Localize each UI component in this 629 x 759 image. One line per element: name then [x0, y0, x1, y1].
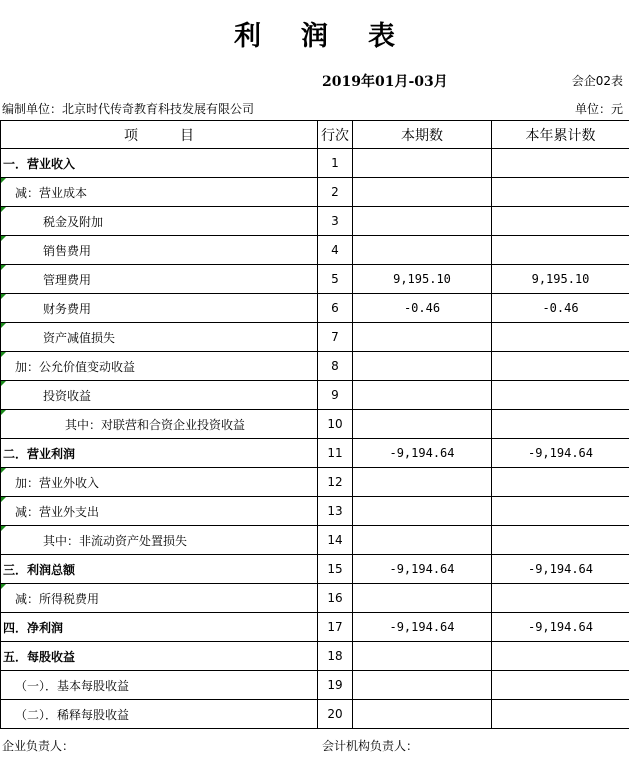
row-item-label[interactable]: 资产减值损失	[1, 323, 318, 352]
row-current-amount[interactable]	[353, 671, 492, 700]
row-item-label[interactable]: 一．营业收入	[1, 149, 318, 178]
cell-note-marker-icon	[1, 381, 6, 386]
row-ytd-amount[interactable]	[492, 410, 629, 439]
row-item-label[interactable]: 四．净利润	[1, 613, 318, 642]
row-ytd-amount[interactable]	[492, 671, 629, 700]
row-current-amount[interactable]	[353, 642, 492, 671]
row-line-number[interactable]: 6	[318, 294, 353, 323]
row-line-number[interactable]: 10	[318, 410, 353, 439]
cell-note-marker-icon	[1, 236, 6, 241]
row-line-number[interactable]: 16	[318, 584, 353, 613]
row-item-label[interactable]: 其中：非流动资产处置损失	[1, 526, 318, 555]
row-current-amount[interactable]	[353, 236, 492, 265]
row-line-number[interactable]: 20	[318, 700, 353, 729]
footer-enterprise-head: 企业负责人：	[2, 739, 75, 753]
row-ytd-amount[interactable]	[492, 178, 629, 207]
row-current-amount[interactable]	[353, 584, 492, 613]
row-line-number[interactable]: 8	[318, 352, 353, 381]
cell-note-marker-icon	[1, 323, 6, 328]
row-ytd-amount[interactable]	[492, 642, 629, 671]
table-row	[1, 555, 629, 584]
row-ytd-amount[interactable]: -9,194.64	[492, 613, 629, 642]
form-number: 会企02表	[571, 74, 623, 88]
row-line-number[interactable]: 15	[318, 555, 353, 584]
row-current-amount[interactable]	[353, 526, 492, 555]
table-row	[1, 439, 629, 468]
cell-note-marker-icon	[1, 526, 6, 531]
table-row	[1, 178, 629, 207]
row-current-amount[interactable]	[353, 149, 492, 178]
row-current-amount[interactable]	[353, 323, 492, 352]
row-current-amount[interactable]: -0.46	[353, 294, 492, 323]
row-current-amount[interactable]	[353, 410, 492, 439]
row-ytd-amount[interactable]	[492, 323, 629, 352]
row-current-amount[interactable]	[353, 468, 492, 497]
table-row	[1, 613, 629, 642]
row-ytd-amount[interactable]	[492, 526, 629, 555]
table-row	[1, 294, 629, 323]
row-ytd-amount[interactable]	[492, 207, 629, 236]
table-row	[1, 236, 629, 265]
cell-note-marker-icon	[1, 294, 6, 299]
row-line-number[interactable]: 13	[318, 497, 353, 526]
column-header-item: 项 目	[1, 121, 318, 149]
row-line-number[interactable]: 18	[318, 642, 353, 671]
row-current-amount[interactable]	[353, 381, 492, 410]
row-item-label[interactable]: 三．利润总额	[1, 555, 318, 584]
row-line-number[interactable]: 3	[318, 207, 353, 236]
row-current-amount[interactable]: -9,194.64	[353, 613, 492, 642]
row-ytd-amount[interactable]: -9,194.64	[492, 555, 629, 584]
row-ytd-amount[interactable]	[492, 381, 629, 410]
row-line-number[interactable]: 12	[318, 468, 353, 497]
row-ytd-amount[interactable]	[492, 468, 629, 497]
table-row	[1, 700, 629, 729]
row-ytd-amount[interactable]: -9,194.64	[492, 439, 629, 468]
row-item-label[interactable]: 销售费用	[1, 236, 318, 265]
income-statement-table	[0, 120, 629, 729]
cell-note-marker-icon	[1, 178, 6, 183]
row-item-label[interactable]: 加：营业外收入	[1, 468, 318, 497]
currency-unit: 单位：元	[574, 102, 623, 116]
row-line-number[interactable]: 14	[318, 526, 353, 555]
row-current-amount[interactable]	[353, 700, 492, 729]
table-body	[1, 149, 629, 729]
row-item-label[interactable]: 减：营业外支出	[1, 497, 318, 526]
row-item-label[interactable]: 五．每股收益	[1, 642, 318, 671]
row-item-label[interactable]: 财务费用	[1, 294, 318, 323]
table-row	[1, 584, 629, 613]
row-item-label[interactable]: 投资收益	[1, 381, 318, 410]
row-ytd-amount[interactable]	[492, 584, 629, 613]
row-item-label[interactable]: （一）．基本每股收益	[1, 671, 318, 700]
row-current-amount[interactable]	[353, 207, 492, 236]
row-current-amount[interactable]	[353, 352, 492, 381]
row-item-label[interactable]: 减：营业成本	[1, 178, 318, 207]
row-item-label[interactable]: 税金及附加	[1, 207, 318, 236]
column-header-line: 行次	[318, 121, 353, 149]
report-period: 2019年01月-03月	[322, 74, 448, 90]
row-ytd-amount[interactable]: 9,195.10	[492, 265, 629, 294]
table-row	[1, 497, 629, 526]
row-ytd-amount[interactable]	[492, 352, 629, 381]
row-current-amount[interactable]	[353, 178, 492, 207]
row-item-label[interactable]: 加：公允价值变动收益	[1, 352, 318, 381]
row-ytd-amount[interactable]	[492, 149, 629, 178]
table-row	[1, 468, 629, 497]
cell-note-marker-icon	[1, 265, 6, 270]
cell-note-marker-icon	[1, 410, 6, 415]
table-row	[1, 265, 629, 294]
row-line-number[interactable]: 9	[318, 381, 353, 410]
row-item-label[interactable]: 管理费用	[1, 265, 318, 294]
compiling-unit: 编制单位：北京时代传奇教育科技发展有限公司	[2, 102, 255, 116]
header-row	[1, 121, 629, 149]
footer-accounting-head: 会计机构负责人：	[322, 739, 419, 753]
table-row	[1, 381, 629, 410]
table-row	[1, 352, 629, 381]
cell-note-marker-icon	[1, 207, 6, 212]
row-line-number[interactable]: 5	[318, 265, 353, 294]
column-header-current: 本期数	[353, 121, 492, 149]
row-current-amount[interactable]: 9,195.10	[353, 265, 492, 294]
row-current-amount[interactable]: -9,194.64	[353, 439, 492, 468]
row-line-number[interactable]: 1	[318, 149, 353, 178]
row-current-amount[interactable]	[353, 497, 492, 526]
row-line-number[interactable]: 11	[318, 439, 353, 468]
row-item-label[interactable]: 其中：对联营和合资企业投资收益	[1, 410, 318, 439]
row-item-label[interactable]: （二）．稀释每股收益	[1, 700, 318, 729]
table-row	[1, 642, 629, 671]
cell-note-marker-icon	[1, 352, 6, 357]
row-line-number[interactable]: 17	[318, 613, 353, 642]
row-ytd-amount[interactable]	[492, 700, 629, 729]
row-current-amount[interactable]: -9,194.64	[353, 555, 492, 584]
table-row	[1, 671, 629, 700]
cell-note-marker-icon	[1, 497, 6, 502]
row-ytd-amount[interactable]	[492, 236, 629, 265]
table-row	[1, 207, 629, 236]
cell-note-marker-icon	[1, 584, 6, 589]
row-ytd-amount[interactable]	[492, 497, 629, 526]
column-header-ytd: 本年累计数	[492, 121, 629, 149]
table-row	[1, 410, 629, 439]
table-row	[1, 323, 629, 352]
cell-note-marker-icon	[1, 468, 6, 473]
row-line-number[interactable]: 19	[318, 671, 353, 700]
table-row	[1, 526, 629, 555]
row-ytd-amount[interactable]: -0.46	[492, 294, 629, 323]
row-line-number[interactable]: 7	[318, 323, 353, 352]
row-item-label[interactable]: 二．营业利润	[1, 439, 318, 468]
table-row	[1, 149, 629, 178]
row-item-label[interactable]: 减：所得税费用	[1, 584, 318, 613]
row-line-number[interactable]: 4	[318, 236, 353, 265]
row-line-number[interactable]: 2	[318, 178, 353, 207]
report-title: 利润表	[234, 21, 435, 52]
